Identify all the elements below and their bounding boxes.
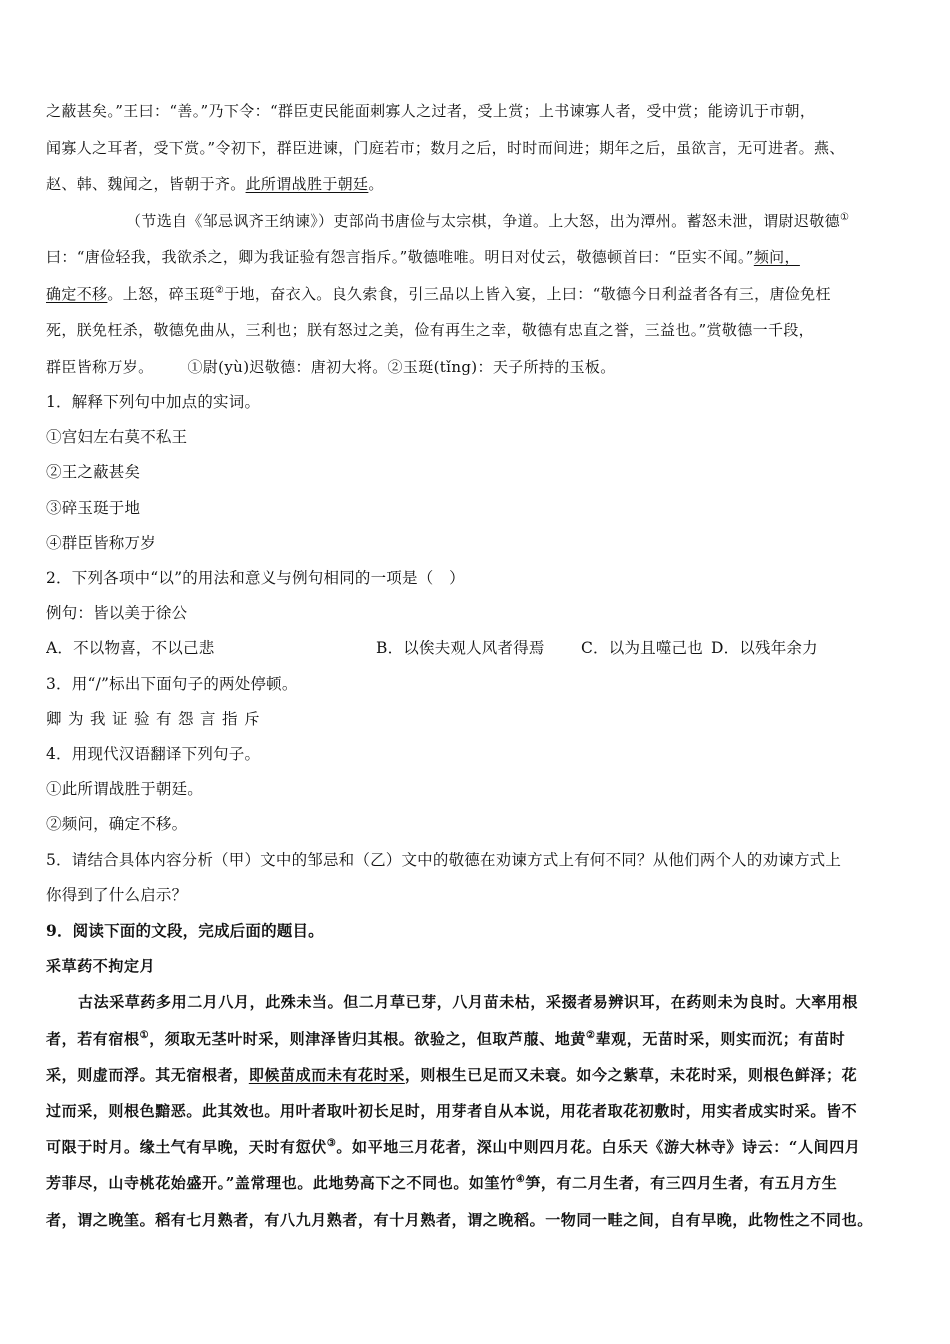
- text: 9．阅读下面的文段，完成后面的题目。: [46, 921, 324, 941]
- passage-1-line: [46, 166, 908, 203]
- footnote-marker: ①: [139, 1029, 150, 1041]
- question-5: [46, 843, 908, 878]
- passage-1: [46, 93, 908, 385]
- passage-3-line: [46, 984, 908, 1020]
- text: ③碎玉珽于地: [46, 498, 141, 517]
- text: 曰：“唐俭轻我，我欲杀之，卿为我证验有怨言指斥。”敬德唯唯。明日对仗云，敬德顿首曰：“臣实不闻。”: [46, 248, 754, 266]
- footnote-marker: ④: [515, 1174, 526, 1186]
- passage-1-line: [46, 349, 908, 386]
- text: 。: [368, 175, 384, 193]
- text: 4．用现代汉语翻译下列句子。: [46, 745, 261, 764]
- text: ②王之蔽甚矣: [46, 463, 141, 482]
- text: 者，谓之晚筀。稻有七月熟者，有八九月熟者，有十月熟者，谓之晚稻。一物同一畦之间，自有早晚，此物性之不同也。: [46, 1210, 873, 1229]
- text: ，须取无茎叶时采，则津泽皆归其根。欲验之，但取芦菔、地黄: [149, 1029, 586, 1048]
- text: 你得到了什么启示？: [46, 885, 188, 904]
- text: 1．解释下列句中加点的实词。: [46, 393, 261, 411]
- text: 笋，有二月生者，有三四月生者，有五月方生: [525, 1174, 838, 1193]
- question-item: [46, 455, 908, 490]
- text: 辈观，无苗时采，则实而沉；有苗时: [595, 1029, 846, 1048]
- text: 例句：皆以美于徐公: [46, 604, 188, 623]
- footnotes: ①尉(yù)迟敬德：唐初大将。②玉珽(tǐng)：天子所持的玉板。: [187, 357, 616, 376]
- text: 者，若有宿根: [46, 1029, 140, 1048]
- option-a: A．不以物喜，不以己悲: [46, 639, 215, 658]
- passage-1-line: [46, 239, 908, 276]
- text: 赵、韩、魏闻之，皆朝于齐。: [46, 175, 246, 193]
- question-1: [46, 385, 908, 420]
- text: 采草药不拘定月: [46, 957, 156, 976]
- question-4: [46, 737, 908, 772]
- option-d: D．以残年余力: [711, 639, 818, 658]
- passage-3-line: [46, 1057, 908, 1093]
- text: ①宫妇左右莫不私王: [46, 428, 188, 447]
- underlined-sentence: 频问，: [753, 248, 800, 266]
- question-item: [46, 491, 908, 526]
- text: （节选自《邹忌讽齐王纳谏》）吏部尚书唐俭与太宗棋，争道。上大怒，出为潭州。蓄怒未泄，谓尉迟敬德: [126, 211, 840, 230]
- question-2-options: [46, 631, 908, 666]
- text: ④群臣皆称万岁: [46, 533, 156, 552]
- passage-2-start-line: [46, 203, 908, 240]
- text: 之蔽甚矣。”王曰：“善。”乃下令：“群臣吏民能面刺寡人之过者，受上赏；上书谏寡人者，受中赏；能谤讥于市朝，: [46, 102, 816, 120]
- question-9: [46, 913, 908, 948]
- text: 古法采草药多用二月八月，此殊未当。但二月草已芽，八月苗未枯，采掇者易辨识耳，在药则未为良时。大率用根: [78, 993, 859, 1012]
- passage-3-line: [46, 1165, 908, 1201]
- passage-1-line: [46, 312, 908, 349]
- question-2: [46, 561, 908, 596]
- underlined-sentence: 确定不移: [46, 284, 108, 303]
- option-c: C．以为且噬己也: [581, 639, 703, 658]
- text: ①此所谓战胜于朝廷。: [46, 780, 204, 799]
- underlined-sentence: 此所谓战胜于朝廷: [245, 175, 369, 193]
- passage-title: [46, 948, 908, 984]
- text: 。如平地三月花者，深山中则四月花。白乐天《游大林寺》诗云：“人间四月: [336, 1138, 861, 1157]
- question-5-cont: [46, 878, 908, 913]
- text: 群臣皆称万岁。: [46, 357, 154, 376]
- text: 闻寡人之耳者，受下赏。”令初下，群臣进谏，门庭若市；数月之后，时时而间进；期年之后，虽欲言，无可进者。燕、: [46, 138, 845, 157]
- passage-3-line: [46, 1202, 908, 1238]
- passage-1-line: [46, 130, 908, 167]
- text: 采，则虚而浮。其无宿根者，: [46, 1065, 249, 1084]
- question-item: [46, 772, 908, 807]
- footnote-marker: ②: [586, 1029, 596, 1041]
- text: ，则根生已足而又未衰。如今之紫草，未花时采，则根色鲜泽；花: [404, 1065, 858, 1084]
- footnote-marker: ①: [839, 211, 850, 223]
- footnote-marker: ③: [326, 1138, 337, 1150]
- text: 3．用“/”标出下面句子的两处停顿。: [46, 674, 298, 693]
- passage-1-line: [46, 276, 908, 313]
- passage-3-line: [46, 1021, 908, 1057]
- text: 卿为我证验有怨言指斥: [46, 709, 267, 728]
- option-b: B．以俟夫观人风者得焉: [376, 639, 545, 658]
- text: 于地，奋衣入。良久索食，引三品以上皆入宴，上曰：“敬德今日利益者各有三，唐俭免枉: [224, 284, 831, 303]
- text: 过而采，则根色黯恶。此其效也。用叶者取叶初长足时，用芽者自从本说，用花者取花初敷时，用实者成实时采。皆不: [46, 1102, 858, 1121]
- question-3: [46, 667, 908, 702]
- passage-3-line: [46, 1129, 908, 1165]
- footnote-marker: ②: [214, 284, 225, 296]
- question-example: [46, 596, 908, 631]
- passage-3: [46, 948, 908, 1238]
- passage-3-line: [46, 1093, 908, 1129]
- question-3-sentence: [46, 702, 908, 737]
- questions: [46, 385, 908, 948]
- passage-1-line: [46, 93, 908, 130]
- underlined-sentence: 即候苗成而未有花时采: [248, 1065, 405, 1084]
- document-page: [46, 93, 908, 1238]
- question-item: [46, 420, 908, 455]
- text: 可限于时月。缘土气有早晚，天时有愆伏: [46, 1138, 327, 1157]
- text: 5．请结合具体内容分析（甲）文中的邹忌和（乙）文中的敬德在劝谏方式上有何不同？从他们两个人的劝谏方式上: [46, 850, 842, 869]
- question-item: [46, 526, 908, 561]
- text: 死，朕免枉杀，敬德免曲从，三利也；朕有怒过之美，俭有再生之幸，敬德有忠直之誉，三益也。”赏敬德一千段，: [46, 321, 815, 339]
- question-item: [46, 807, 908, 842]
- text: ②频问，确定不移。: [46, 815, 188, 834]
- text: 2．下列各项中“以”的用法和意义与例句相同的一项是（ ）: [46, 569, 465, 588]
- text: 。上怒，碎玉珽: [107, 284, 215, 303]
- text: 芳菲尽，山寺桃花始盛开。”盖常理也。此地势高下之不同也。如筀竹: [46, 1174, 516, 1193]
